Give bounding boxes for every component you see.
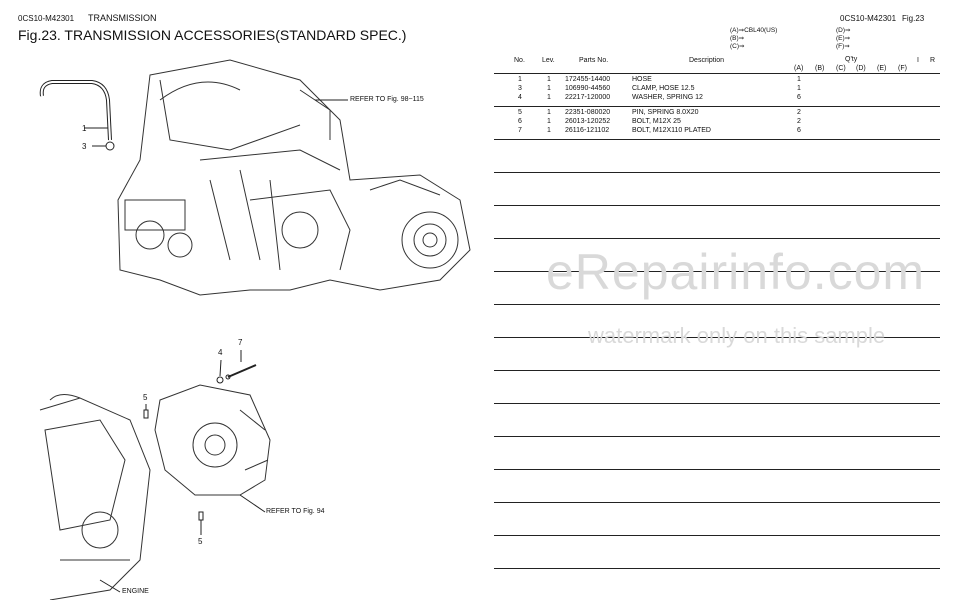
table-cell-qty: 2	[797, 118, 801, 125]
clamp-drawing	[106, 142, 114, 150]
table-cell-desc: HOSE	[632, 76, 652, 83]
header-code-right: 0CS10-M42301	[840, 14, 897, 23]
col-header-qty-e: (E)	[877, 65, 887, 72]
table-cell-qty: 1	[797, 76, 801, 83]
table-rule	[494, 172, 940, 173]
table-rule	[494, 304, 940, 305]
engine-drawing	[40, 394, 150, 600]
table-rule	[494, 469, 940, 470]
pin-drawing	[144, 404, 203, 535]
callout-1: 1	[82, 124, 87, 133]
callout-5-top: 5	[143, 393, 148, 402]
table-cell-qty: 6	[797, 127, 801, 134]
hose-drawing	[42, 82, 110, 140]
table-cell-parts-no: 106990-44560	[565, 85, 611, 92]
header-fig-right: Fig.23	[902, 14, 925, 23]
col-header-qty-b: (B)	[815, 65, 825, 72]
table-cell-no: 7	[518, 127, 522, 134]
table-cell-lev: 1	[547, 94, 551, 101]
col-header-lev: Lev.	[542, 57, 555, 64]
spec-code-a: (A)⇒CBL40(US)	[730, 27, 778, 34]
header-section: TRANSMISSION	[88, 13, 157, 23]
col-header-i: I	[917, 57, 919, 64]
table-rule	[494, 106, 940, 107]
col-header-r: R	[930, 57, 936, 64]
table-cell-no: 6	[518, 118, 522, 125]
table-cell-desc: PIN, SPRING 8.0X20	[632, 109, 699, 116]
table-cell-qty: 1	[797, 85, 801, 92]
table-cell-no: 5	[518, 109, 522, 116]
table-rule	[494, 535, 940, 536]
table-cell-qty: 6	[797, 94, 801, 101]
callout-5-bottom: 5	[198, 537, 203, 546]
table-cell-lev: 1	[547, 85, 551, 92]
table-cell-parts-no: 172455-14400	[565, 76, 611, 83]
table-header-rule	[494, 73, 940, 74]
watermark-sub: watermark only on this sample	[588, 323, 886, 348]
table-cell-qty: 2	[797, 109, 801, 116]
col-header-qty-d: (D)	[856, 65, 866, 72]
table-cell-desc: BOLT, M12X110 PLATED	[632, 127, 711, 134]
table-rule	[494, 436, 940, 437]
table-rule	[494, 238, 940, 239]
spec-code-b: (B)⇒	[730, 35, 745, 42]
spec-code-d: (D)⇒	[836, 27, 851, 34]
bolt-drawing	[226, 350, 256, 379]
callout-3: 3	[82, 142, 87, 151]
table-cell-lev: 1	[547, 127, 551, 134]
table-cell-no: 1	[518, 76, 522, 83]
table-cell-parts-no: 26013-120252	[565, 118, 611, 125]
table-rule	[494, 370, 940, 371]
table-rule	[494, 403, 940, 404]
col-header-qty-a: (A)	[794, 65, 804, 72]
col-header-no: No.	[514, 57, 525, 64]
table-cell-parts-no: 22217-120000	[565, 94, 611, 101]
col-header-qty: Q'ty	[845, 56, 858, 63]
spec-code-f: (F)⇒	[836, 43, 850, 50]
col-header-qty-f: (F)	[898, 65, 907, 72]
col-header-qty-c: (C)	[836, 65, 846, 72]
callout-4: 4	[218, 348, 223, 357]
table-cell-parts-no: 26116-121102	[565, 127, 610, 134]
table-rule	[494, 139, 940, 140]
table-cell-desc: BOLT, M12X 25	[632, 118, 681, 125]
table-cell-no: 3	[518, 85, 522, 92]
clutch-housing-drawing	[155, 385, 270, 495]
watermark-main: eRepairinfo.com	[546, 244, 926, 300]
callout-7: 7	[238, 338, 243, 347]
col-header-parts-no: Parts No.	[579, 57, 609, 64]
table-rule	[494, 568, 940, 569]
header-code-left: 0CS10-M42301	[18, 14, 75, 23]
table-rule	[494, 205, 940, 206]
table-rule	[494, 502, 940, 503]
table-cell-no: 4	[518, 94, 522, 101]
spec-code-c: (C)⇒	[730, 43, 745, 50]
washer-drawing	[217, 360, 223, 383]
table-cell-lev: 1	[547, 118, 551, 125]
page-title: Fig.23. TRANSMISSION ACCESSORIES(STANDARD SPEC.)	[18, 27, 407, 43]
engine-label: ENGINE	[122, 588, 149, 595]
col-header-description: Description	[689, 57, 725, 64]
table-cell-desc: WASHER, SPRING 12	[632, 94, 703, 101]
table-cell-parts-no: 22351-080020	[565, 109, 611, 116]
table-cell-lev: 1	[547, 109, 551, 116]
refer-label-top: REFER TO Fig. 98~115	[350, 96, 424, 103]
spec-code-e: (E)⇒	[836, 35, 851, 42]
refer-label-bottom: REFER TO Fig. 94	[266, 508, 325, 515]
table-cell-lev: 1	[547, 76, 551, 83]
table-cell-desc: CLAMP, HOSE 12.5	[632, 85, 695, 92]
